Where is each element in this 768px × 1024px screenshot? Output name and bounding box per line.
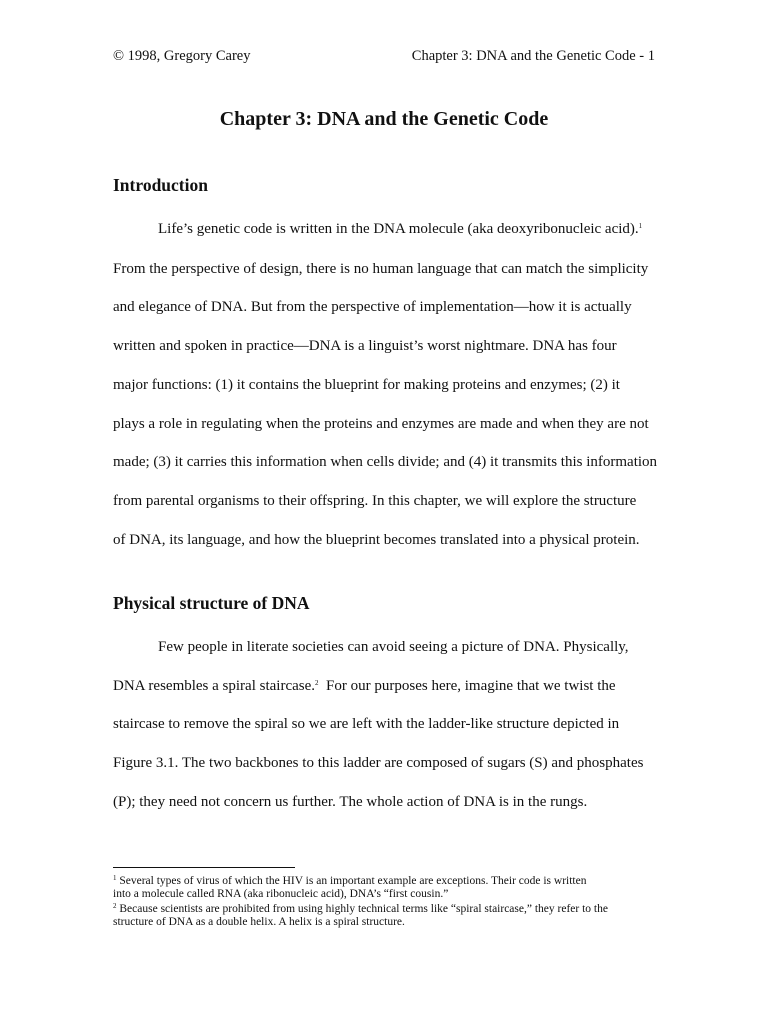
footnote-mark: 2 (113, 902, 117, 910)
footnote-mark: 1 (113, 874, 117, 882)
line-text: Life’s genetic code is written in the DNA molecule (aka deoxyribonucleic acid). (158, 221, 639, 237)
paragraph-line: (P); they need not concern us further. The whole action of DNA is in the rungs. (113, 794, 588, 810)
paragraph-line: written and spoken in practice—DNA is a linguist’s worst nightmare. DNA has four (113, 338, 617, 354)
line-text: DNA resembles a spiral staircase. (113, 678, 316, 694)
footnote-1 (113, 874, 586, 887)
footnote-text: Several types of virus of which the HIV is an important example are exceptions. Their code is written (119, 875, 587, 887)
paragraph-line: of DNA, its language, and how the blueprint becomes translated into a physical protein. (113, 532, 640, 548)
paragraph-line: made; (3) it carries this information when cells divide; and (4) it transmits this information (113, 454, 658, 470)
paragraph-line: and elegance of DNA. But from the perspective of implementation—how it is actually (113, 299, 632, 315)
paragraph-line: staircase to remove the spiral so we are left with the ladder-like structure depicted in (113, 716, 620, 732)
section-heading-introduction: Introduction (113, 175, 208, 195)
footnote-2 (113, 902, 608, 915)
header-chapter-page: Chapter 3: DNA and the Genetic Code - 1 (411, 48, 655, 64)
running-header (113, 48, 655, 68)
section-heading-physical-structure: Physical structure of DNA (113, 593, 310, 613)
paragraph-line (158, 221, 642, 238)
paragraph-line: major functions: (1) it contains the blueprint for making proteins and enzymes; (2) it (113, 377, 620, 393)
paragraph-line: Few people in literate societies can avoid seeing a picture of DNA. Physically, (158, 639, 629, 655)
footnote-ref[interactable]: 1 (638, 222, 643, 230)
paragraph-line: plays a role in regulating when the proteins and enzymes are made and when they are not (113, 416, 649, 432)
footnote-text: Because scientists are prohibited from using highly technical terms like “spiral staircase,” they refer to the (119, 903, 608, 915)
paragraph-line (113, 678, 616, 695)
footnote-1-continued: into a molecule called RNA (aka ribonucleic acid), DNA’s “first cousin.” (113, 888, 449, 900)
chapter-title: Chapter 3: DNA and the Genetic Code (219, 108, 549, 130)
header-copyright: © 1998, Gregory Carey (113, 48, 251, 64)
footnote-ref[interactable]: 2 (315, 679, 319, 687)
paragraph-line: from parental organisms to their offspring. In this chapter, we will explore the structure (113, 493, 637, 509)
footnote-2-continued: structure of DNA as a double helix. A helix is a spiral structure. (113, 916, 405, 928)
footnote-separator (113, 867, 295, 868)
line-text: For our purposes here, imagine that we twist the (318, 678, 616, 694)
paragraph-line: From the perspective of design, there is no human language that can match the simplicity (113, 261, 649, 277)
paragraph-line: Figure 3.1. The two backbones to this ladder are composed of sugars (S) and phosphates (113, 755, 644, 771)
